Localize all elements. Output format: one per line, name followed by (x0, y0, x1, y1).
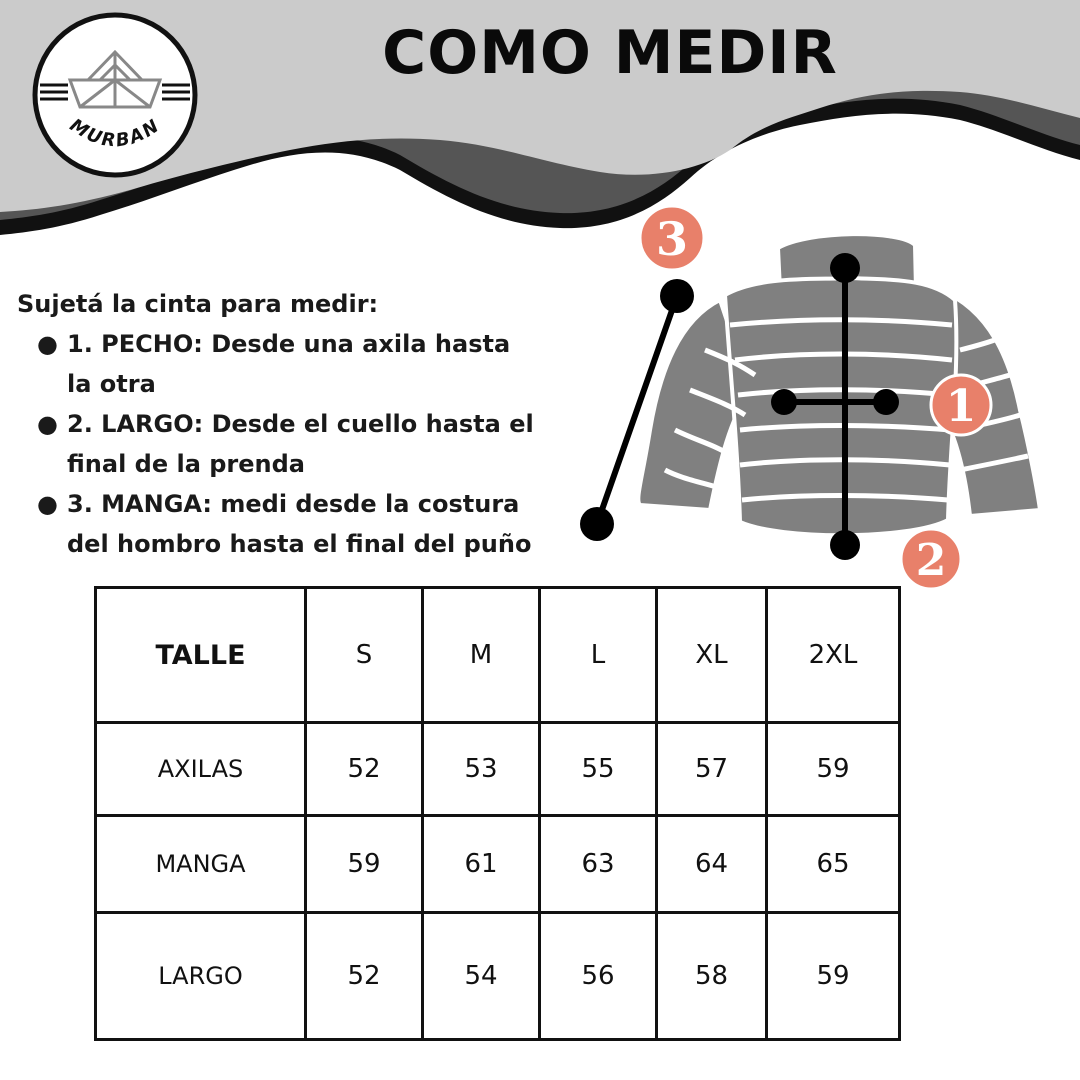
instructions-list (17, 324, 577, 564)
table-cell: 52 (306, 913, 423, 1040)
svg-text:1: 1 (945, 381, 977, 432)
table-cell: 52 (306, 723, 423, 816)
instruction-item: ● 3. MANGA: medi desde la costura del hombro hasta el final del puño (67, 484, 577, 564)
table-cell: 55 (540, 723, 657, 816)
row-label: MANGA (96, 816, 306, 913)
table-cell: 63 (540, 816, 657, 913)
bullet-icon: ● (37, 410, 58, 438)
instructions-intro: Sujetá la cinta para medir: (17, 290, 379, 318)
jacket-diagram (580, 200, 1060, 600)
marker-1 (931, 375, 991, 435)
bullet-icon: ● (37, 490, 58, 518)
table-cell: 65 (767, 816, 900, 913)
instruction-item: ● 2. LARGO: Desde el cuello hasta el final de la prenda (67, 404, 577, 484)
table-cell: 56 (540, 913, 657, 1040)
table-cell: 59 (306, 816, 423, 913)
murban-logo (30, 10, 200, 180)
row-label: LARGO (96, 913, 306, 1040)
bullet-icon: ● (37, 330, 58, 358)
table-cell: 64 (657, 816, 767, 913)
logo-text: MURBAN (65, 114, 165, 152)
svg-text:3: 3 (655, 212, 689, 266)
table-row (96, 913, 900, 1040)
table-header-size: M (423, 588, 540, 723)
table-row (96, 816, 900, 913)
table-header-talle: TALLE (96, 588, 306, 723)
table-cell: 59 (767, 913, 900, 1040)
table-header-size: XL (657, 588, 767, 723)
table-cell: 59 (767, 723, 900, 816)
table-row (96, 723, 900, 816)
table-cell: 57 (657, 723, 767, 816)
instructions (17, 284, 577, 564)
table-header-row (96, 588, 900, 723)
instruction-item: ● 1. PECHO: Desde una axila hasta la otra (67, 324, 577, 404)
marker-3 (640, 206, 704, 270)
table-header-size: 2XL (767, 588, 900, 723)
table-cell: 53 (423, 723, 540, 816)
table-cell: 58 (657, 913, 767, 1040)
table-cell: 54 (423, 913, 540, 1040)
size-table (94, 586, 901, 1041)
marker-2 (901, 529, 961, 589)
table-header-size: S (306, 588, 423, 723)
svg-text:2: 2 (915, 535, 947, 586)
table-cell: 61 (423, 816, 540, 913)
row-label: AXILAS (96, 723, 306, 816)
page-title: COMO MEDIR (382, 18, 838, 88)
table-header-size: L (540, 588, 657, 723)
